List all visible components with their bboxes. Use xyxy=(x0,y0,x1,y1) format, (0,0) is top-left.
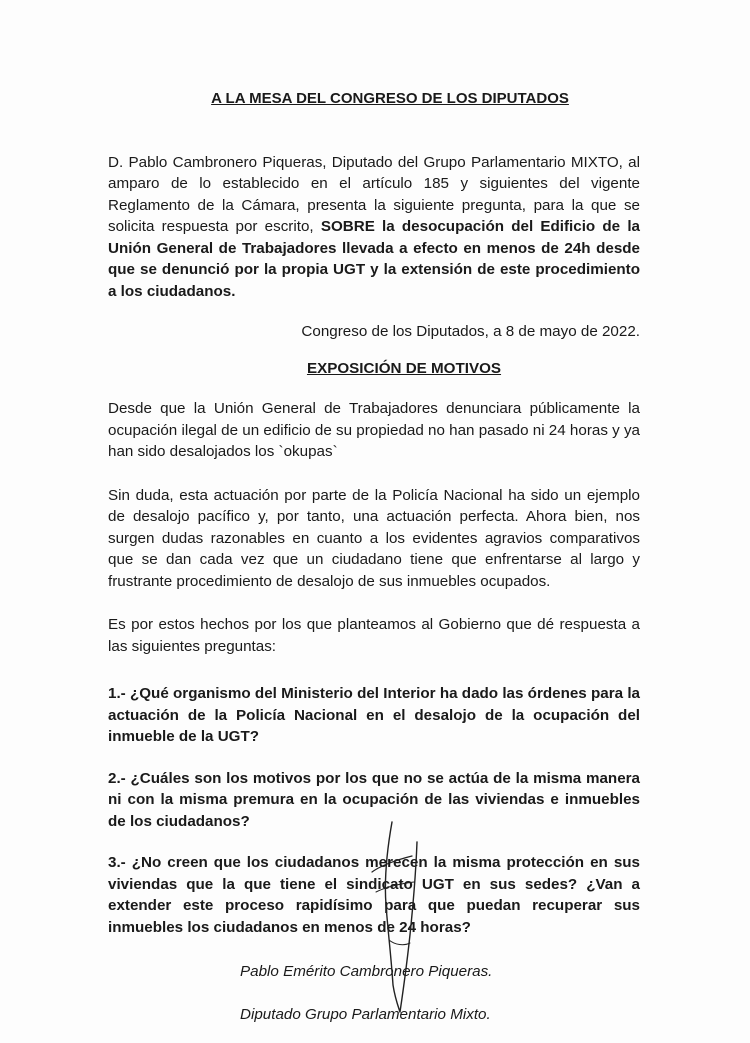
question-2: 2.- ¿Cuáles son los motivos por los que no se actúa de la misma manera ni con la misma premura en la ocupación de las viviendas e inmuebles de los ciudadanos? xyxy=(108,769,640,830)
document-title: A LA MESA DEL CONGRESO DE LOS DIPUTADOS xyxy=(211,90,569,107)
signature-role: Diputado Grupo Parlamentario Mixto. xyxy=(240,1005,491,1023)
intro-subject-bold: SOBRE la desocupación del Edificio de la Unión General de Trabajadores llevada a efecto en menos de 24h desde que se denunció por la propia UGT y la extensión de este procedimiento a los ciudadanos. xyxy=(108,218,640,300)
section-heading: EXPOSICIÓN DE MOTIVOS xyxy=(306,359,502,377)
signature-name: Pablo Emérito Cambronero Piqueras. xyxy=(240,963,493,980)
motive-paragraph-1: Desde que la Unión General de Trabajadores denunciara públicamente la ocupación ilegal de un edificio de su propiedad no han pasado ni 24 horas y ya han sido desalojados los `okupas` xyxy=(108,400,640,460)
document-body xyxy=(108,88,640,1025)
question-3: 3.- ¿No creen que los ciudadanos merecen la misma protección en sus viviendas que la que tiene el sindicato UGT en sus sedes? ¿Van a extender este proceso rapidísimo para que puedan recuperar sus inmuebles los ciudadanos en menos de 24 horas? xyxy=(108,854,640,936)
intro-paragraph xyxy=(108,152,640,303)
motive-paragraph-3: Es por estos hechos por los que planteamos al Gobierno que dé respuesta a las siguientes preguntas: xyxy=(108,616,640,655)
motive-paragraph-2: Sin duda, esta actuación por parte de la Policía Nacional ha sido un ejemplo de desalojo pacífico y, por tanto, una actuación perfecta. Ahora bien, nos surgen dudas razonables en cuanto a los evidentes agravios comparativos que se dan cada vez que un ciudadano tiene que enfrentarse al largo y frustrante procedimiento de desalojo de sus inmuebles ocupados. xyxy=(108,486,640,590)
intro-text: D. Pablo Cambronero Piqueras, Diputado del Grupo Parlamentario MIXTO, al amparo de lo establecido en el artículo 185 y siguientes del vigente Reglamento de la Cámara, presenta la siguiente pregunta, para la que se solicita respuesta por escrito, xyxy=(108,153,640,235)
date-line: Congreso de los Diputados, a 8 de mayo de 2022. xyxy=(301,323,640,340)
question-1: 1.- ¿Qué organismo del Ministerio del Interior ha dado las órdenes para la actuación de la Policía Nacional en el desalojo de la ocupación del inmueble de la UGT? xyxy=(108,685,640,745)
